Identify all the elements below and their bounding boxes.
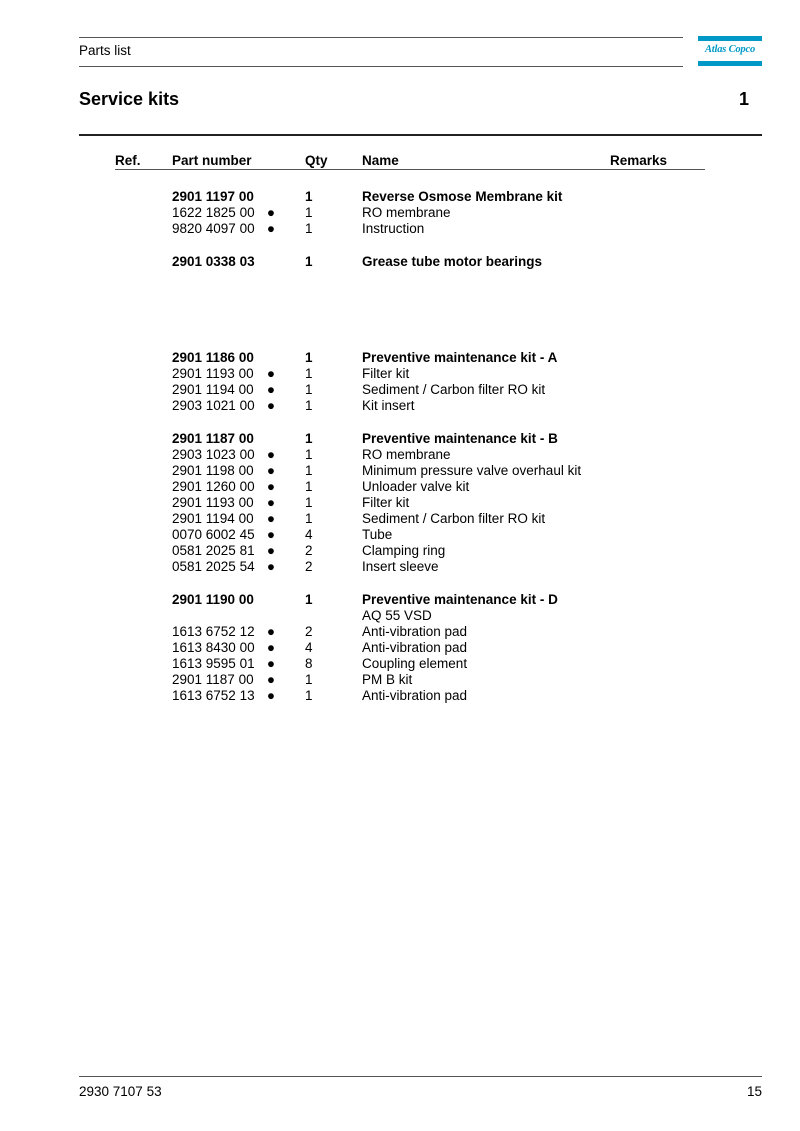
name-cell: Filter kit: [362, 495, 410, 510]
bullet-cell: ●: [266, 559, 276, 574]
name-cell: Anti-vibration pad: [362, 640, 468, 655]
table-row: [0, 527, 800, 543]
qty-cell: 1: [305, 592, 313, 607]
table-row: [0, 254, 800, 270]
name-cell: PM B kit: [362, 672, 413, 687]
bullet-cell: ●: [266, 640, 276, 655]
part-number-cell: 1613 9595 01: [172, 656, 255, 671]
qty-cell: 1: [305, 495, 313, 510]
part-number-cell: 2901 1193 00: [172, 495, 254, 510]
column-header-ref: Ref.: [115, 153, 141, 168]
qty-cell: 1: [305, 350, 313, 365]
table-row: [0, 559, 800, 575]
qty-cell: 1: [305, 447, 313, 462]
name-cell: Instruction: [362, 221, 425, 236]
part-number-cell: 2901 1190 00: [172, 592, 254, 607]
part-number-cell: 2901 1260 00: [172, 479, 255, 494]
table-row: [0, 592, 800, 608]
name-cell: RO membrane: [362, 447, 451, 462]
header-section-label: Parts list: [79, 43, 131, 58]
qty-cell: 1: [305, 398, 313, 413]
name-cell: Sediment / Carbon filter RO kit: [362, 382, 546, 397]
name-cell: Sediment / Carbon filter RO kit: [362, 511, 546, 526]
bullet-cell: ●: [266, 527, 276, 542]
part-number-cell: 2901 0338 03: [172, 254, 255, 269]
bullet-cell: ●: [266, 463, 276, 478]
qty-cell: 1: [305, 672, 313, 687]
bullet-cell: ●: [266, 624, 276, 639]
part-number-cell: 0581 2025 54: [172, 559, 255, 574]
name-cell: Unloader valve kit: [362, 479, 470, 494]
part-number-cell: 2901 1193 00: [172, 366, 254, 381]
part-number-cell: 0070 6002 45: [172, 527, 255, 542]
part-number-cell: 2901 1197 00: [172, 189, 254, 204]
part-number-cell: 2901 1198 00: [172, 463, 254, 478]
table-row: [0, 608, 800, 624]
table-row: [0, 205, 800, 221]
part-number-cell: 2901 1186 00: [172, 350, 254, 365]
table-row: [0, 366, 800, 382]
part-number-cell: 2901 1187 00: [172, 672, 254, 687]
qty-cell: 4: [305, 527, 313, 542]
qty-cell: 1: [305, 254, 313, 269]
table-row: [0, 656, 800, 672]
part-number-cell: 2901 1194 00: [172, 382, 254, 397]
name-cell: Coupling element: [362, 656, 468, 671]
qty-cell: 2: [305, 624, 313, 639]
bullet-cell: ●: [266, 447, 276, 462]
name-cell: Preventive maintenance kit - D: [362, 592, 558, 607]
bullet-cell: ●: [266, 543, 276, 558]
qty-cell: 2: [305, 559, 313, 574]
qty-cell: 1: [305, 479, 313, 494]
bullet-cell: ●: [266, 656, 276, 671]
qty-cell: 1: [305, 366, 313, 381]
logo-wordmark: Atlas Copco: [704, 44, 755, 55]
qty-cell: 1: [305, 511, 313, 526]
part-number-cell: 2901 1194 00: [172, 511, 254, 526]
name-cell: RO membrane: [362, 205, 451, 220]
table-row: [0, 672, 800, 688]
footer-rule: [79, 1076, 762, 1077]
part-number-cell: 1622 1825 00: [172, 205, 255, 220]
bullet-cell: ●: [266, 511, 276, 526]
table-row: [0, 431, 800, 447]
bullet-cell: ●: [266, 688, 276, 703]
column-header-qty: Qty: [305, 153, 328, 168]
part-number-cell: 9820 4097 00: [172, 221, 255, 236]
qty-cell: 1: [305, 382, 313, 397]
bullet-cell: ●: [266, 205, 276, 220]
name-cell: Grease tube motor bearings: [362, 254, 543, 269]
table-row: [0, 624, 800, 640]
bullet-cell: ●: [266, 221, 276, 236]
bullet-cell: ●: [266, 479, 276, 494]
column-header-name: Name: [362, 153, 399, 168]
table-row: [0, 543, 800, 559]
qty-cell: 1: [305, 205, 313, 220]
qty-cell: 4: [305, 640, 313, 655]
table-row: [0, 495, 800, 511]
qty-cell: 1: [305, 221, 313, 236]
qty-cell: 1: [305, 688, 313, 703]
part-number-cell: 1613 6752 13: [172, 688, 255, 703]
part-number-cell: 2903 1021 00: [172, 398, 255, 413]
part-number-cell: 2903 1023 00: [172, 447, 255, 462]
bullet-cell: ●: [266, 398, 276, 413]
name-cell: Reverse Osmose Membrane kit: [362, 189, 563, 204]
qty-cell: 1: [305, 463, 313, 478]
table-row: [0, 350, 800, 366]
qty-cell: 1: [305, 189, 313, 204]
table-row: [0, 688, 800, 704]
page-number: 15: [746, 1084, 762, 1099]
part-number-cell: 1613 8430 00: [172, 640, 255, 655]
part-number-cell: 1613 6752 12: [172, 624, 255, 639]
document-number: 2930 7107 53: [79, 1084, 162, 1099]
page-title: Service kits: [79, 89, 180, 109]
table-row: [0, 398, 800, 414]
name-cell: Anti-vibration pad: [362, 688, 468, 703]
name-cell: AQ 55 VSD: [362, 608, 432, 623]
table-row: [0, 189, 800, 205]
name-cell: Preventive maintenance kit - B: [362, 431, 558, 446]
section-number: 1: [739, 89, 750, 109]
column-header-part-number: Part number: [172, 153, 252, 168]
part-number-cell: 2901 1187 00: [172, 431, 254, 446]
bullet-cell: ●: [266, 382, 276, 397]
table-row: [0, 479, 800, 495]
table-row: [0, 640, 800, 656]
table-row: [0, 463, 800, 479]
table-row: [0, 447, 800, 463]
name-cell: Tube: [362, 527, 393, 542]
table-row: [0, 382, 800, 398]
name-cell: Kit insert: [362, 398, 415, 413]
bullet-cell: ●: [266, 495, 276, 510]
bullet-cell: ●: [266, 672, 276, 687]
name-cell: Clamping ring: [362, 543, 446, 558]
name-cell: Insert sleeve: [362, 559, 439, 574]
qty-cell: 1: [305, 431, 313, 446]
qty-cell: 2: [305, 543, 313, 558]
table-row: [0, 221, 800, 237]
name-cell: Filter kit: [362, 366, 410, 381]
name-cell: Preventive maintenance kit - A: [362, 350, 558, 365]
bullet-cell: ●: [266, 366, 276, 381]
qty-cell: 8: [305, 656, 313, 671]
column-header-remarks: Remarks: [610, 153, 668, 168]
table-row: [0, 511, 800, 527]
name-cell: Anti-vibration pad: [362, 624, 468, 639]
part-number-cell: 0581 2025 81: [172, 543, 255, 558]
name-cell: Minimum pressure valve overhaul kit: [362, 463, 582, 478]
